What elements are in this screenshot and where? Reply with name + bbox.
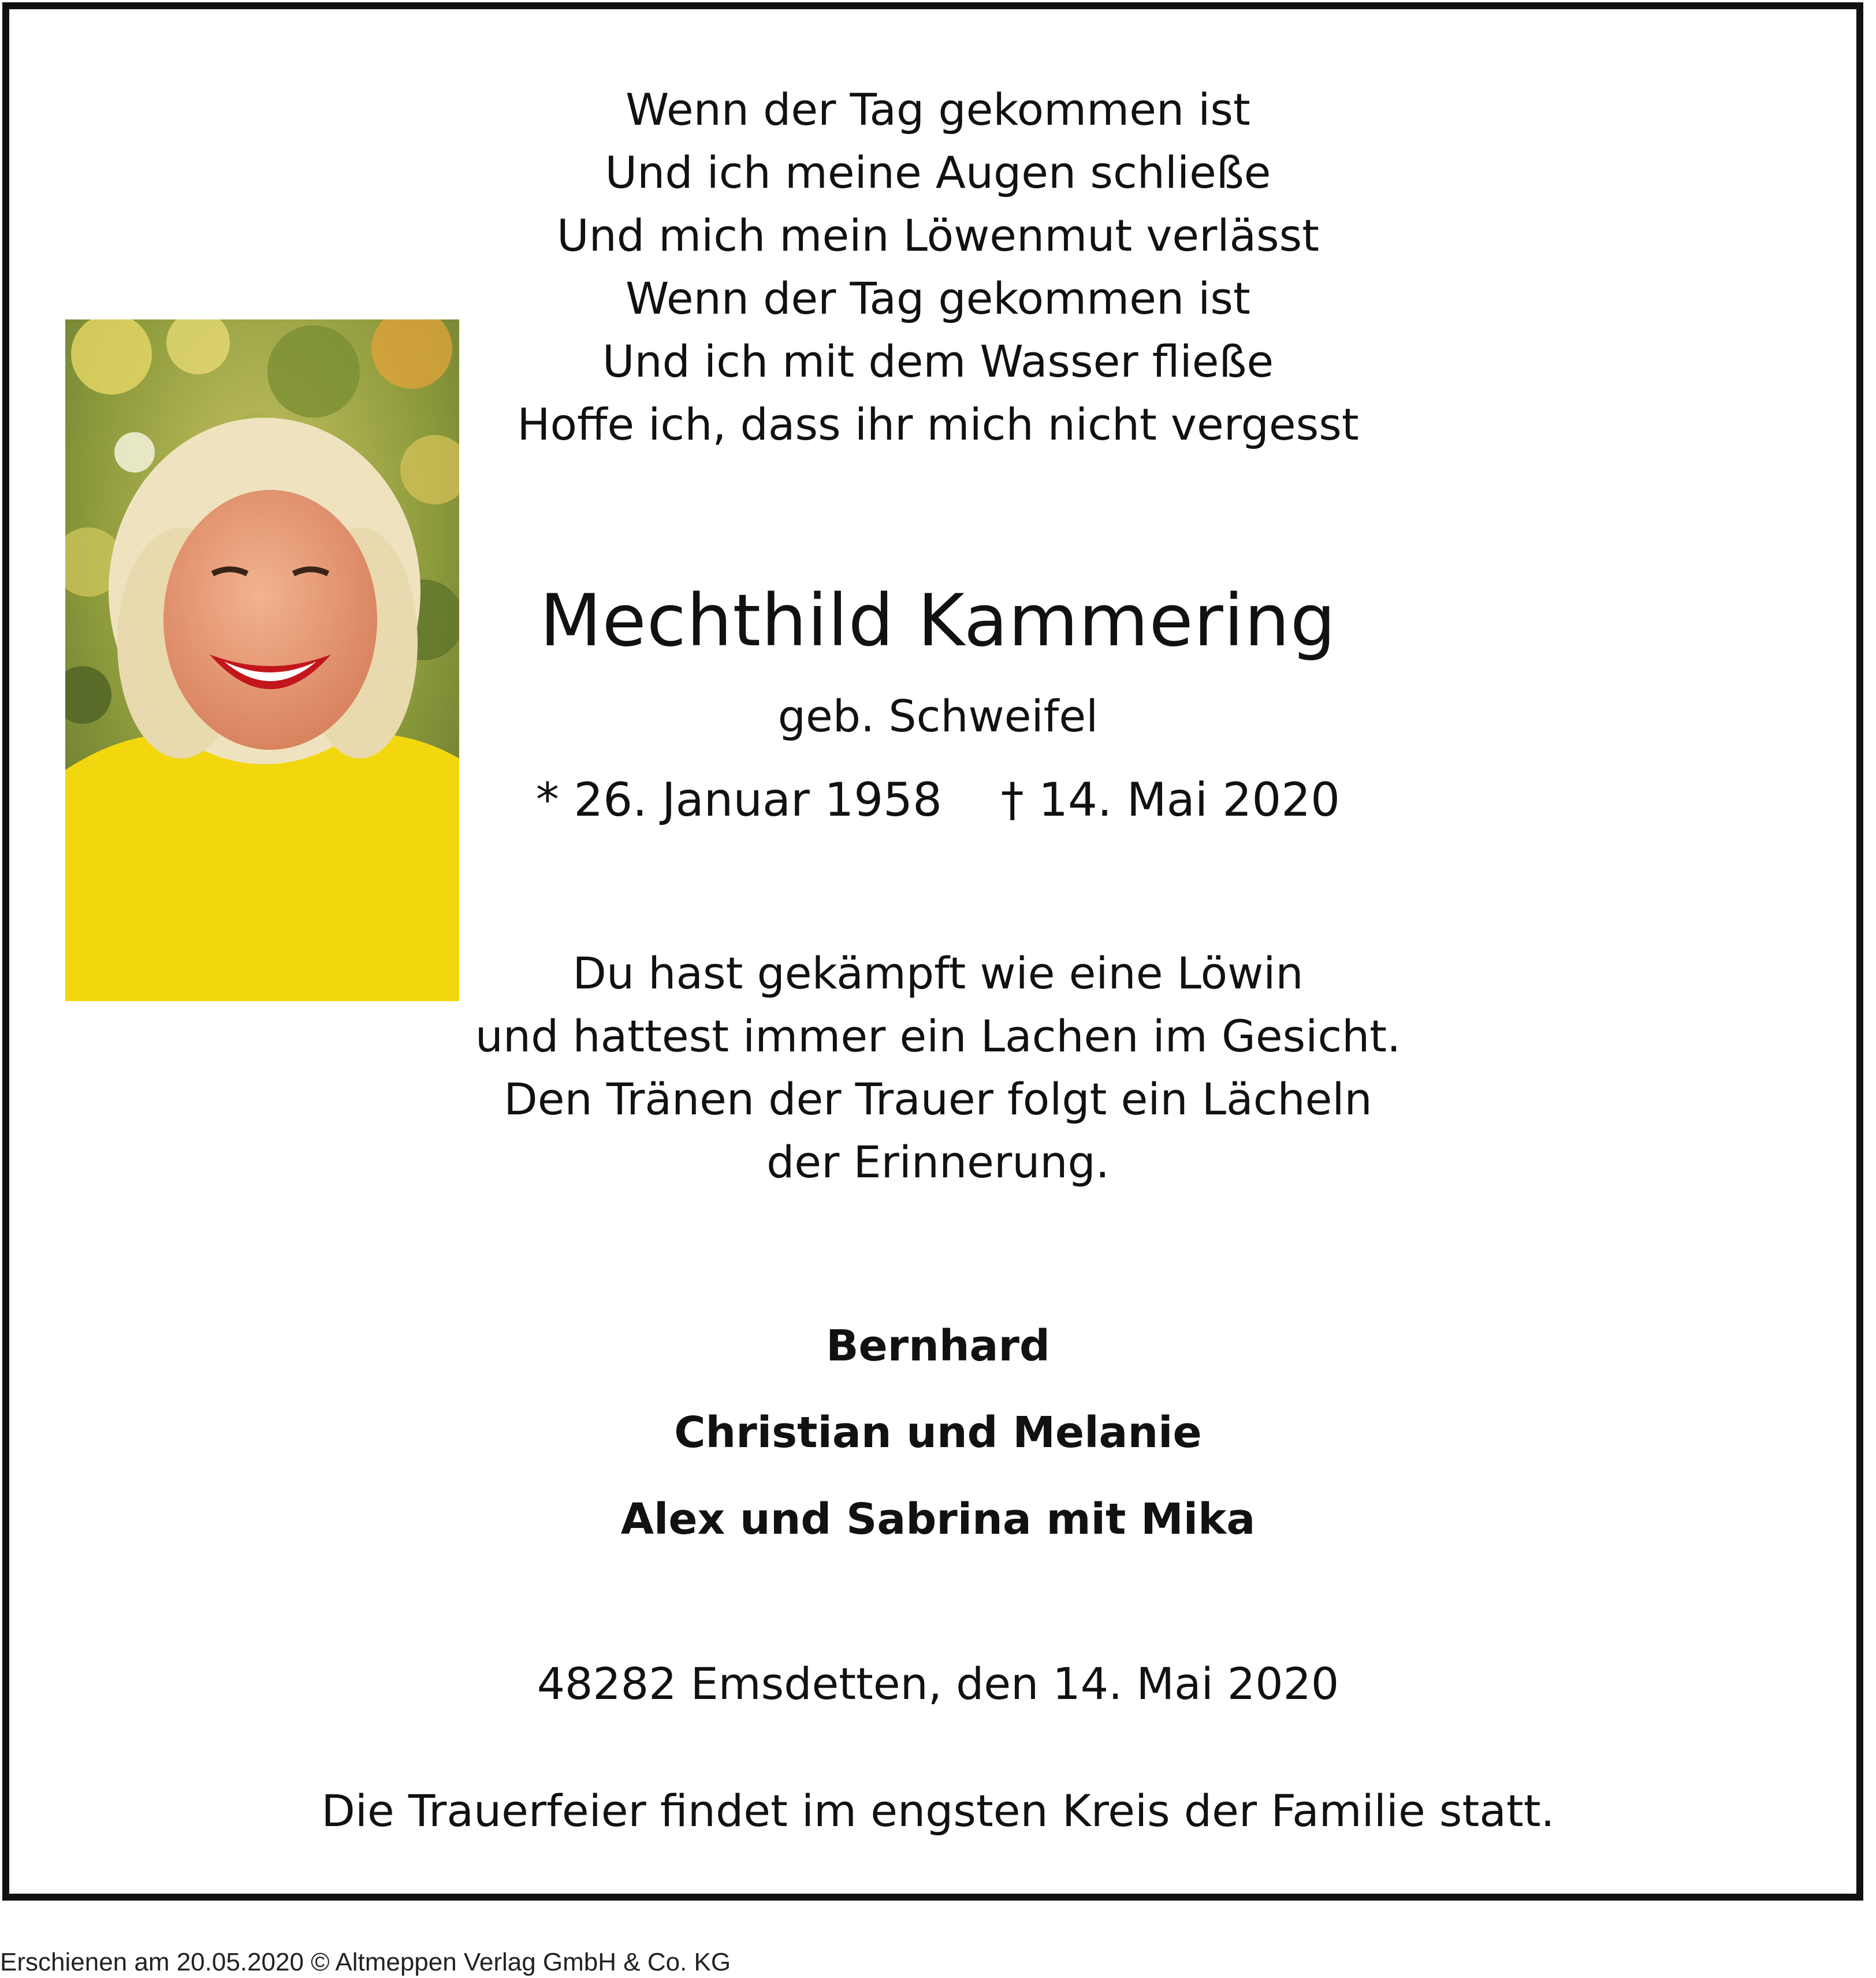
quote-line: Du hast gekämpft wie eine Löwin (572, 947, 1304, 999)
poem-line: Und mich mein Löwenmut verlässt (556, 210, 1320, 261)
mourner-line: Christian und Melanie (674, 1408, 1202, 1458)
deceased-name: Mechthild Kammering (539, 579, 1337, 663)
poem-line: Hoffe ich, dass ihr mich nicht vergesst (517, 399, 1359, 450)
mourner-line: Bernhard (826, 1321, 1050, 1371)
quote-line: der Erinnerung. (766, 1136, 1110, 1188)
life-dates: * 26. Januar 1958 † 14. Mai 2020 (535, 773, 1341, 827)
mourners-list (0, 1303, 1876, 1563)
poem-line: Wenn der Tag gekommen ist (626, 84, 1250, 135)
memorial-quote (0, 942, 1876, 1194)
maiden-name: geb. Schweifel (777, 690, 1099, 742)
poem (0, 78, 1876, 456)
poem-line: Und ich meine Augen schließe (605, 147, 1271, 198)
quote-line: und hattest immer ein Lachen im Gesicht. (475, 1010, 1401, 1062)
mourner-line: Alex und Sabrina mit Mika (620, 1494, 1256, 1544)
poem-line: Wenn der Tag gekommen ist (626, 273, 1250, 324)
publication-footer: Erschienen am 20.05.2020 © Altmeppen Verlag GmbH & Co. KG (0, 1948, 731, 1976)
poem-line: Und ich mit dem Wasser fließe (602, 336, 1274, 387)
quote-line: Den Tränen der Trauer folgt ein Lächeln (504, 1073, 1372, 1125)
funeral-note: Die Trauerfeier findet im engsten Kreis der Familie statt. (321, 1785, 1555, 1836)
place-date: 48282 Emsdetten, den 14. Mai 2020 (537, 1658, 1339, 1709)
